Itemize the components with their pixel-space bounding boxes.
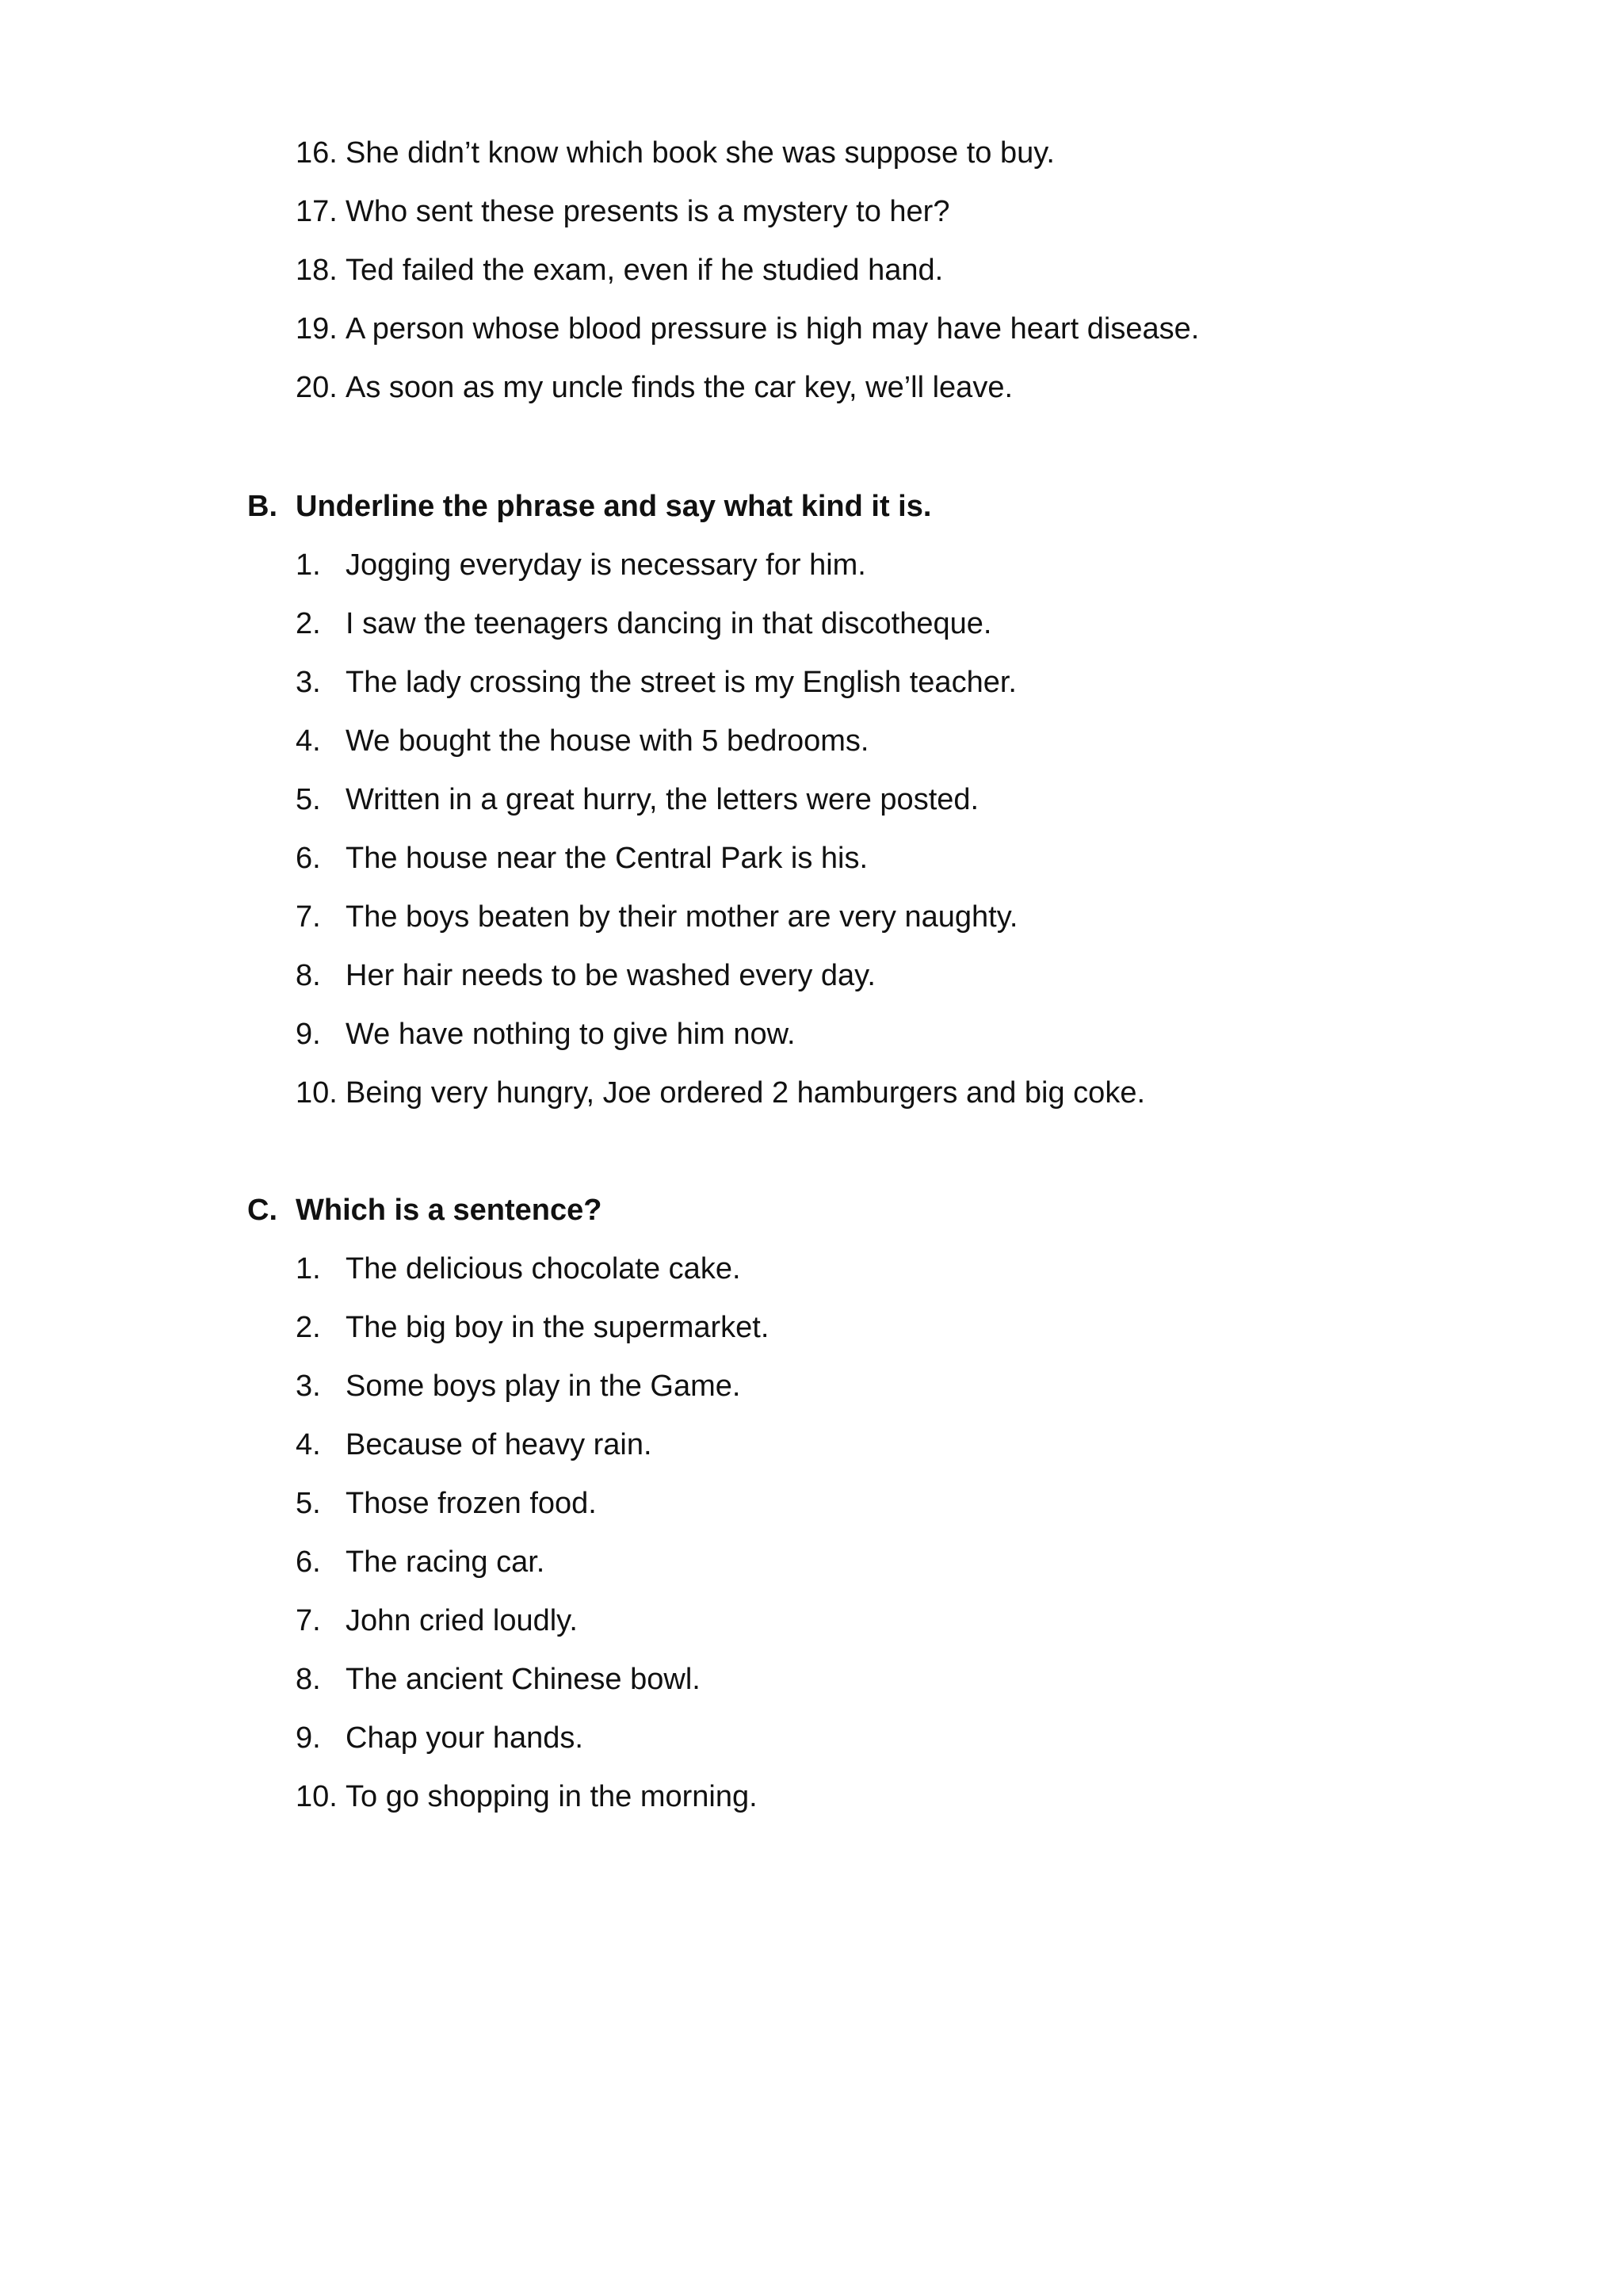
list-item xyxy=(0,888,1623,946)
item-number: 7. xyxy=(296,1604,321,1637)
list-item xyxy=(0,300,1623,358)
item-number: 5. xyxy=(296,783,321,816)
item-text: She didn’t know which book she was suppose to buy. xyxy=(346,136,1055,170)
item-number: 1. xyxy=(296,1252,321,1286)
item-text: Jogging everyday is necessary for him. xyxy=(346,548,866,582)
list-item xyxy=(0,1240,1623,1298)
item-text: As soon as my uncle finds the car key, we’ll leave. xyxy=(346,371,1014,404)
item-number: 1. xyxy=(296,548,321,582)
item-number: 20. xyxy=(296,371,338,404)
item-number: 8. xyxy=(296,1663,321,1696)
item-text: The ancient Chinese bowl. xyxy=(346,1663,701,1696)
list-item xyxy=(0,241,1623,300)
item-text: The delicious chocolate cake. xyxy=(346,1252,741,1286)
item-number: 10. xyxy=(296,1780,338,1813)
item-text: Those frozen food. xyxy=(346,1487,597,1520)
item-number: 18. xyxy=(296,254,338,287)
section-b-list xyxy=(0,536,1623,1122)
item-text: Because of heavy rain. xyxy=(346,1428,652,1461)
item-number: 2. xyxy=(296,1311,321,1344)
item-text: Chap your hands. xyxy=(346,1721,583,1755)
section-c-letter: C. xyxy=(247,1194,277,1227)
item-text: Some boys play in the Game. xyxy=(346,1370,741,1403)
item-text: The house near the Central Park is his. xyxy=(346,842,869,875)
item-text: The big boy in the supermarket. xyxy=(346,1311,769,1344)
list-item xyxy=(0,1357,1623,1415)
list-item xyxy=(0,1709,1623,1767)
item-number: 9. xyxy=(296,1018,321,1051)
item-text: To go shopping in the morning. xyxy=(346,1780,758,1813)
item-number: 7. xyxy=(296,900,321,934)
list-item xyxy=(0,712,1623,770)
item-text: The lady crossing the street is my English teacher. xyxy=(346,666,1017,699)
list-item xyxy=(0,1591,1623,1650)
item-number: 16. xyxy=(296,136,338,170)
item-text: John cried loudly. xyxy=(346,1604,578,1637)
list-item xyxy=(0,1298,1623,1357)
item-number: 4. xyxy=(296,724,321,758)
item-number: 10. xyxy=(296,1076,338,1110)
item-text: The boys beaten by their mother are very naughty. xyxy=(346,900,1018,934)
section-a-list xyxy=(0,124,1623,417)
list-item xyxy=(0,1005,1623,1064)
list-item xyxy=(0,594,1623,653)
list-item xyxy=(0,1474,1623,1533)
item-text: I saw the teenagers dancing in that discotheque. xyxy=(346,607,992,640)
item-number: 6. xyxy=(296,1545,321,1579)
section-b-letter: B. xyxy=(247,490,277,523)
section-c-list xyxy=(0,1240,1623,1826)
list-item xyxy=(0,1650,1623,1709)
list-item xyxy=(0,946,1623,1005)
item-text: A person whose blood pressure is high may have heart disease. xyxy=(346,312,1200,346)
item-text: Who sent these presents is a mystery to her? xyxy=(346,195,950,228)
list-item xyxy=(0,1415,1623,1474)
item-number: 6. xyxy=(296,842,321,875)
item-number: 8. xyxy=(296,959,321,992)
section-b-title: Underline the phrase and say what kind it is. xyxy=(296,490,932,523)
list-item xyxy=(0,1064,1623,1122)
item-text: Written in a great hurry, the letters were posted. xyxy=(346,783,980,816)
list-item xyxy=(0,358,1623,417)
item-number: 9. xyxy=(296,1721,321,1755)
section-c-title: Which is a sentence? xyxy=(296,1194,602,1227)
item-text: Her hair needs to be washed every day. xyxy=(346,959,876,992)
item-number: 19. xyxy=(296,312,338,346)
list-item xyxy=(0,536,1623,594)
list-item xyxy=(0,770,1623,829)
list-item xyxy=(0,1533,1623,1591)
list-item xyxy=(0,653,1623,712)
section-c-heading xyxy=(0,1181,1623,1240)
section-b-heading xyxy=(0,477,1623,536)
item-number: 17. xyxy=(296,195,338,228)
item-text: We have nothing to give him now. xyxy=(346,1018,796,1051)
item-number: 5. xyxy=(296,1487,321,1520)
list-item xyxy=(0,1767,1623,1826)
item-text: Being very hungry, Joe ordered 2 hamburgers and big coke. xyxy=(346,1076,1146,1110)
item-text: We bought the house with 5 bedrooms. xyxy=(346,724,869,758)
list-item xyxy=(0,182,1623,241)
item-number: 3. xyxy=(296,1370,321,1403)
item-number: 4. xyxy=(296,1428,321,1461)
list-item xyxy=(0,829,1623,888)
item-text: Ted failed the exam, even if he studied hand. xyxy=(346,254,944,287)
list-item xyxy=(0,124,1623,182)
item-number: 2. xyxy=(296,607,321,640)
item-number: 3. xyxy=(296,666,321,699)
item-text: The racing car. xyxy=(346,1545,545,1579)
